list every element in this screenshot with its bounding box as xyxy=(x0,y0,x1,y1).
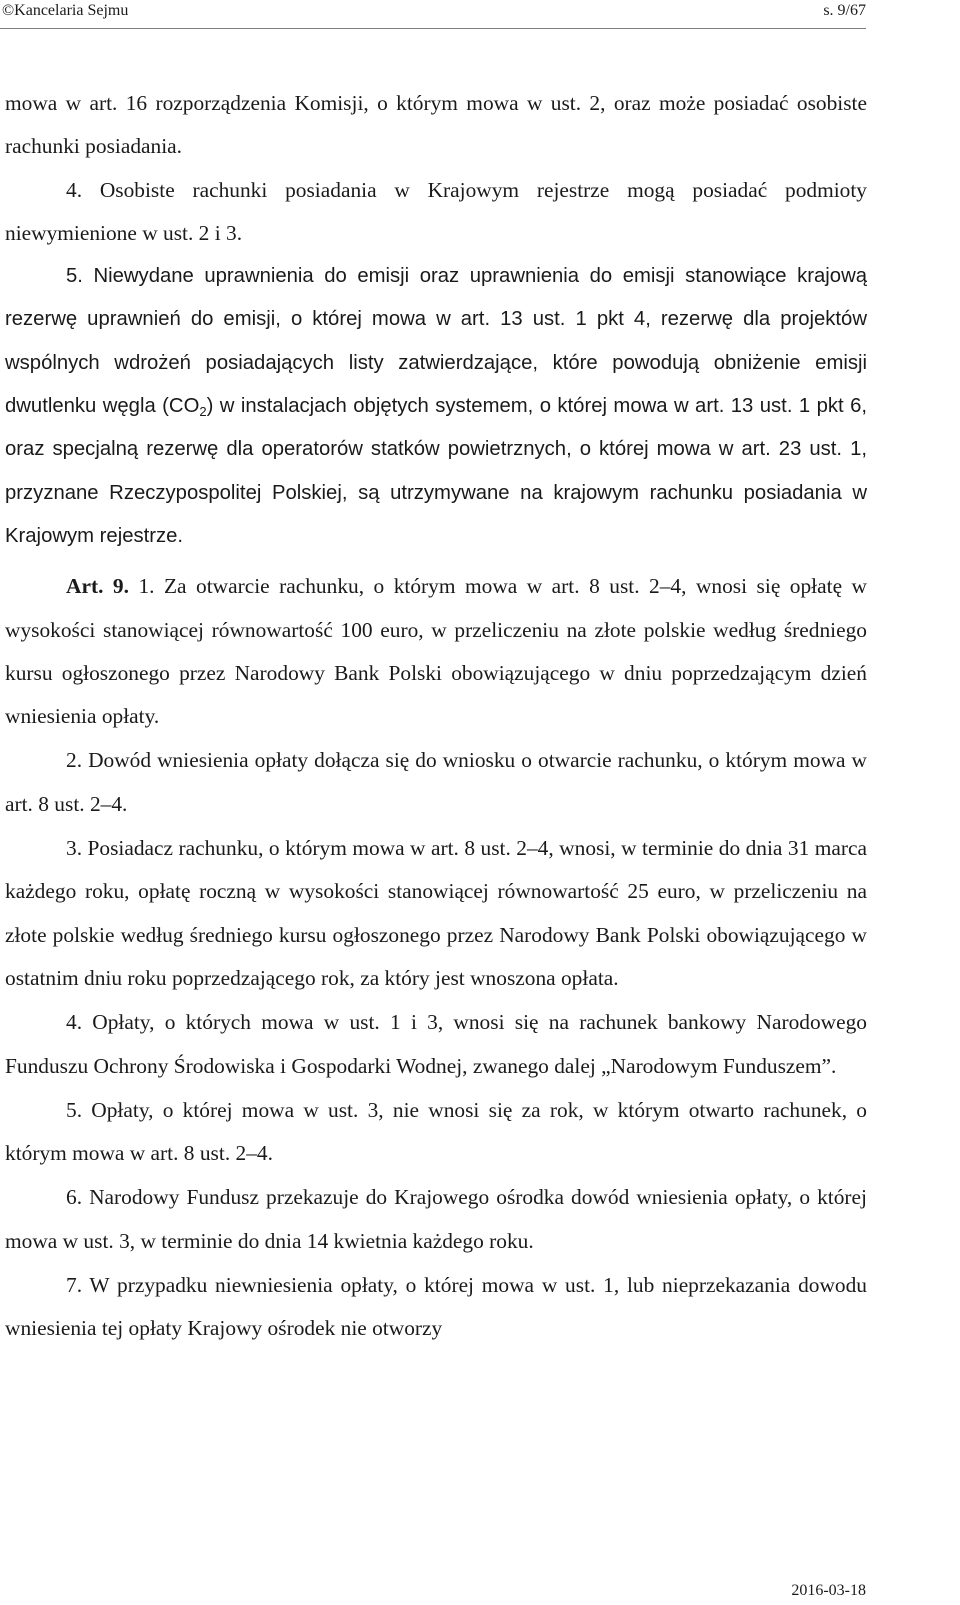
paragraph-number: 5. xyxy=(66,265,83,288)
article-9-paragraph-2: 2. Dowód wniesienia opłaty dołącza się do wniosku o otwarcie rachunku, o którym mowa w art. 8 ust. 2–4. xyxy=(5,748,867,816)
article-label: Art. 9. xyxy=(66,574,129,599)
article-9-paragraph-1 xyxy=(5,565,867,738)
article-9-paragraph-4: 4. Opłaty, o których mowa w ust. 1 i 3, wnosi się na rachunek bankowy Narodowego Funduszu Ochrony Środowiska i Gospodarki Wodnej, zwanego dalej „Narodowym Funduszem”. xyxy=(5,1010,867,1078)
article-9-paragraph-3: 3. Posiadacz rachunku, o którym mowa w art. 8 ust. 2–4, wnosi, w terminie do dnia 31 marca każdego roku, opłatę roczną w wysokości stanowiącej równowartość 25 euro, w przeliczeniu na złote polskie według średniego kursu ogłoszonego przez Narodowy Bank Polski obowiązującego w ostatnim dniu roku poprzedzającego rok, za który jest wnoszona opłata. xyxy=(5,836,867,990)
paragraph-ust-4: 4. Osobiste rachunki posiadania w Krajowym rejestrze mogą posiadać podmioty niewymienione w ust. 2 i 3. xyxy=(5,177,867,245)
header-copyright: ©Kancelaria Sejmu xyxy=(2,2,129,19)
paragraph-continuation: mowa w art. 16 rozporządzenia Komisji, o którym mowa w ust. 2, oraz może posiadać osobiste rachunki posiadania. xyxy=(5,91,867,159)
footer-date: 2016-03-18 xyxy=(791,1582,866,1599)
co2-subscript: 2 xyxy=(199,404,207,420)
page-header xyxy=(0,0,866,29)
article-9-paragraph-5: 5. Opłaty, o której mowa w ust. 3, nie wnosi się za rok, w którym otwarto rachunek, o którym mowa w art. 8 ust. 2–4. xyxy=(5,1097,867,1166)
header-page-number: s. 9/67 xyxy=(823,2,866,19)
article-9-paragraph-6: 6. Narodowy Fundusz przekazuje do Krajowego ośrodka dowód wniesienia opłaty, o której mowa w ust. 3, w terminie do dnia 14 kwietnia każdego roku. xyxy=(5,1185,867,1253)
paragraph-text-part-2: ) w instalacjach objętych systemem, o której mowa w art. 13 ust. 1 pkt 6, oraz specjalną rezerwę dla operatorów statków powietrznych, o której mowa w art. 23 ust. 1, przyznane Rzeczypospolitej Polskiej, są utrzymywane na krajowym rachunku posiadania w Krajowym rejestrze. xyxy=(5,395,867,547)
paragraph-text-part-1: Niewydane uprawnienia do emisji oraz uprawnienia do emisji stanowiące krajową rezerwę uprawnień do emisji, o której mowa w art. 13 ust. 1 pkt 4, rezerwę dla projektów wspólnych wdrożeń posiadających listy zatwierdzające, które powodują obniżenie emisji dwutlenku węgla (CO xyxy=(5,265,867,418)
paragraph-text: 1. Za otwarcie rachunku, o którym mowa w art. 8 ust. 2–4, wnosi się opłatę w wysokości stanowiącej równowartość 100 euro, w przeliczeniu na złote polskie według średniego kursu ogłoszonego przez Narodowy Bank Polski obowiązującego w dniu poprzedzającym dzień wniesienia opłaty. xyxy=(5,574,867,729)
document-body xyxy=(5,82,867,1351)
paragraph-ust-5 xyxy=(5,255,867,558)
article-9-paragraph-7: 7. W przypadku niewniesienia opłaty, o której mowa w ust. 1, lub nieprzekazania dowodu wniesienia tej opłaty Krajowy ośrodek nie otworzy xyxy=(5,1273,867,1341)
